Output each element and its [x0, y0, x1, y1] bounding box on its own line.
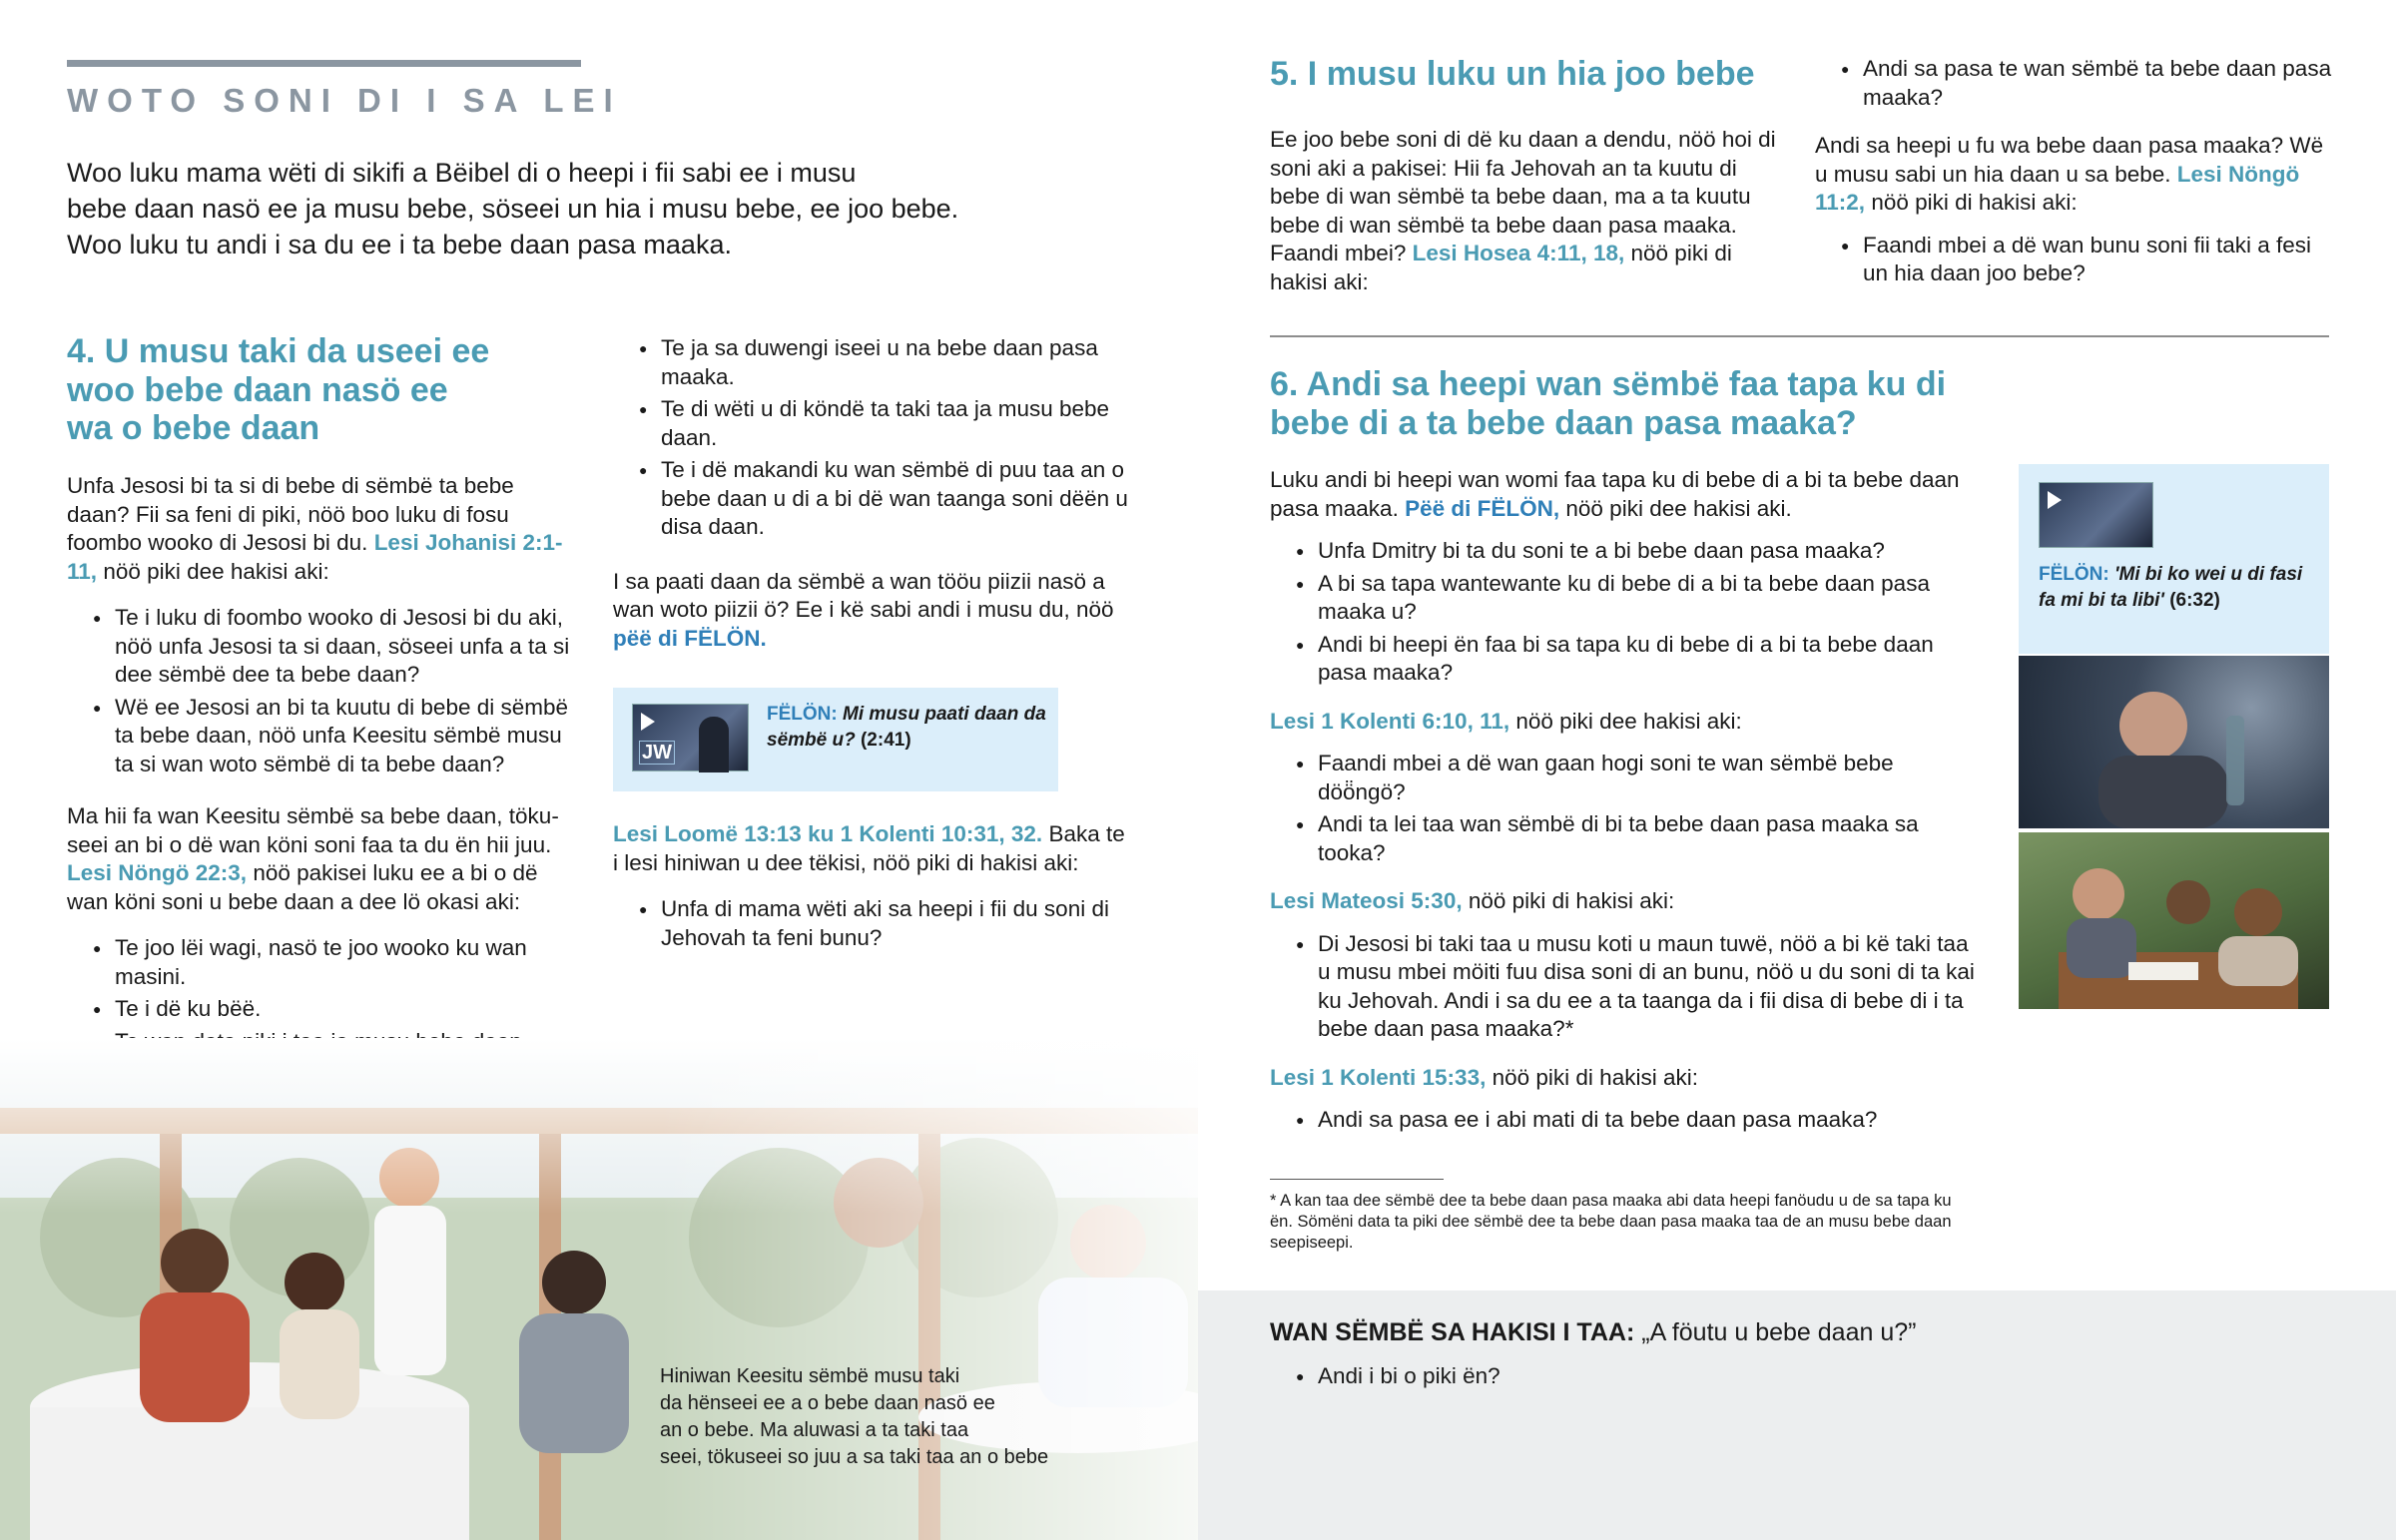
paragraph: I sa paati daan da sëmbë a wan tööu piizii nasö a wan woto piizii ö? Ee i kë sabi andi i musu du, nöö pëë di FËLÖN.: [613, 568, 1114, 651]
question-list: [67, 604, 581, 778]
section-4-column-2-bottom: [613, 820, 1132, 956]
section-label: WOTO SONI DI I SA LEI: [67, 82, 622, 119]
question-list: [1815, 55, 2334, 112]
list-item: ● Unfa di mama wëti aki sa heepi i fii du soni di Jehovah ta feni bunu?: [613, 895, 1132, 952]
section-4-column-1: [67, 472, 581, 1060]
list-item: ● Andi bi heepi ën faa bi sa tapa ku di bebe di a bi ta bebe daan pasa maaka?: [1270, 631, 1984, 688]
section-5-column-2: [1815, 55, 2334, 292]
video-box-share-wine[interactable]: [613, 688, 1058, 791]
panel-heading: [1270, 1316, 1916, 1348]
discussion-panel: [1198, 1290, 2396, 1540]
video-thumbnail[interactable]: [2039, 482, 2153, 548]
intro-line: Woo luku tu andi i sa du ee i ta bebe daan pasa maaka.: [67, 230, 732, 259]
scripture-link[interactable]: Lesi 1 Kolenti 15:33,: [1270, 1064, 1487, 1090]
scripture-link[interactable]: Lesi Mateosi 5:30,: [1270, 888, 1463, 913]
question-list: [1815, 232, 2334, 288]
list-item: ● Andi ta lei taa wan sëmbë di bi ta bebe daan pasa maaka sa tooka?: [1270, 810, 1984, 867]
intro-line: bebe daan nasö ee ja musu bebe, söseei un hia i musu bebe, ee joo bebe.: [67, 194, 959, 224]
presenter-figure: [699, 717, 729, 772]
question-list: [1270, 750, 1984, 867]
section-4-heading: 4. U musu taki da useei ee woo bebe daan nasö ee wa o bebe daan: [67, 332, 490, 447]
section-top-bar: [67, 60, 581, 67]
list-item: ● Te i dë ku bëë.: [67, 995, 581, 1024]
list-item: ● Te ja sa duwengi iseei u na bebe daan pasa maaka.: [613, 334, 1132, 391]
section-4-column-2: [613, 334, 1132, 653]
scripture-link[interactable]: Lesi Nöngö 11:2,: [1815, 161, 2300, 215]
panel-question: „A föutu u bebe daan u?”: [1641, 1318, 1917, 1346]
section-5-column-1: [1270, 126, 1779, 296]
intro-line: Woo luku mama wëti di sikifi a Bëibel di o heepi i fii sabi ee i musu: [67, 158, 857, 188]
video-box-dmitry[interactable]: [2019, 464, 2329, 654]
question-list: [1270, 1106, 1984, 1135]
scripture-link[interactable]: Lesi Johanisi 2:1-11,: [67, 530, 563, 584]
paragraph: Lesi 1 Kolenti 15:33, nöö piki di hakisi aki:: [1270, 1064, 1698, 1090]
list-item: ● Wë ee Jesosi an bi ta kuutu di bebe di sëmbë ta bebe daan, nöö unfa Keesitu sëmbë musu ta si wan woto sëmbë di ta bebe daan?: [67, 694, 581, 779]
section-divider: [1270, 335, 2329, 337]
section-5-heading: 5. I musu luku un hia joo bebe: [1270, 55, 1755, 93]
list-item: ● Andi i bi o piki ën?: [1270, 1362, 2168, 1391]
scripture-link[interactable]: Lesi Nöngö 22:3,: [67, 860, 248, 885]
list-item: ● Te joo lëi wagi, nasö te joo wooko ku wan masini.: [67, 934, 581, 991]
jw-logo: JW: [639, 741, 675, 765]
list-item: ● Di Jesosi bi taki taa u musu koti u maun tuwë, nöö a bi kë taki taa u musu mbei möiti fuu disa soni di an bunu, nöö u du soni di ta kai ku Jehovah. Andi i sa du ee a ta taanga da i fii disa di bebe di i ta bebe daan pasa maaka?*: [1270, 930, 1984, 1044]
panel-label: WAN SËMBË SA HAKISI I TAA:: [1270, 1318, 1635, 1346]
paragraph: Ma hii fa wan Keesitu sëmbë sa bebe daan, tökuseei an bi o dë wan köni soni faa ta du ën hii juu. Lesi Nöngö 22:3, nöö pakisei luku ee a bi o dë wan köni soni u bebe daan a dee lö okasi aki:: [67, 803, 559, 914]
section-6-heading: 6. Andi sa heepi wan sëmbë faa tapa ku di bebe di a ta bebe daan pasa maaka?: [1270, 365, 1947, 442]
illustration-caption: Hiniwan Keesitu sëmbë musu taki da hënseei ee a o bebe daan nasö ee an o bebe. Ma aluwasi a ta taki taa seei, tökuseei so juu a sa taki taa an o bebe: [660, 1365, 1049, 1468]
situation-list-continued: [613, 334, 1132, 542]
intro-paragraph: [67, 155, 1065, 262]
scripture-link[interactable]: Lesi Loomë 13:13 ku 1 Kolenti 10:31, 32.: [613, 821, 1043, 846]
question-list: [1270, 537, 1984, 688]
paragraph: Luku andi bi heepi wan womi faa tapa ku di bebe di a bi ta bebe daan pasa maaka. Pëë di FËLÖN, nöö piki dee hakisi aki.: [1270, 467, 1960, 521]
panel-list: [1270, 1362, 2168, 1395]
video-link[interactable]: Pëë di FËLÖN,: [1405, 495, 1560, 521]
list-item: ● Unfa Dmitry bi ta du soni te a bi bebe daan pasa maaka?: [1270, 537, 1984, 566]
photo-bible-study: [2019, 832, 2329, 1009]
scripture-link[interactable]: Lesi Hosea 4:11, 18,: [1412, 241, 1625, 265]
list-item: ● Te di wëti u di köndë ta taki taa ja musu bebe daan.: [613, 395, 1132, 452]
paragraph: Ee joo bebe soni di dë ku daan a dendu, nöö hoi di soni aki a pakisei: Hii fa Jehovah an ta kuutu di bebe di wan sëmbë ta bebe daan, ma a ta kuutu bebe di wan sëmbë ta bebe daan pasa maaka. Faandi mbei? Lesi Hosea 4:11, 18, nöö piki di hakisi aki:: [1270, 127, 1776, 294]
photo-drawing: [2019, 832, 2329, 1009]
list-item: ● Te i dë makandi ku wan sëmbë di puu taa an o bebe daan u di a bi dë wan taanga soni dëën u disa daan.: [613, 456, 1132, 542]
list-item: ● Faandi mbei a dë wan bunu soni fii taki a fesi un hia daan joo bebe?: [1815, 232, 2334, 288]
scripture-link[interactable]: Lesi 1 Kolenti 6:10, 11,: [1270, 708, 1510, 734]
paragraph: Unfa Jesosi bi ta si di bebe di sëmbë ta bebe daan? Fii sa feni di piki, nöö boo luku di fosu foombo wooko di Jesosi bi du. Lesi Johanisi 2:1-11, nöö piki dee hakisi aki:: [67, 473, 563, 584]
video-caption: FËLÖN: 'Mi bi ko wei u di fasi fa mi bi ta libi' (6:32): [2039, 564, 2303, 611]
paragraph: Lesi 1 Kolenti 6:10, 11, nöö piki dee hakisi aki:: [1270, 708, 1742, 734]
play-icon[interactable]: [2048, 491, 2062, 509]
list-item: ● Te i luku di foombo wooko di Jesosi bi du aki, nöö unfa Jesosi ta si daan, söseei unfa a ta si dee sëmbë dee ta bebe daan?: [67, 604, 581, 690]
video-thumbnail[interactable]: [632, 704, 749, 771]
video-link[interactable]: pëë di FËLÖN.: [613, 625, 767, 651]
video-caption: FËLÖN: Mi musu paati daan da sëmbë u? (2:41): [767, 704, 1046, 751]
section-6-body: [1270, 466, 1984, 1139]
list-item: ● Andi sa pasa ee i abi mati di ta bebe daan pasa maaka?: [1270, 1106, 1984, 1135]
paragraph: Lesi Mateosi 5:30, nöö piki di hakisi aki:: [1270, 888, 1675, 913]
paragraph: Lesi Loomë 13:13 ku 1 Kolenti 10:31, 32. Baka te i lesi hiniwan u dee tëkisi, nöö piki di hakisi aki:: [613, 821, 1125, 875]
list-item: ● Faandi mbei a dë wan gaan hogi soni te wan sëmbë bebe döö̈ngö?: [1270, 750, 1984, 806]
footnote-rule: [1270, 1179, 1444, 1180]
question-list: [1270, 930, 1984, 1044]
paragraph: Andi sa heepi u fu wa bebe daan pasa maaka? Wë u musu sabi un hia daan u sa bebe. Lesi Nöngö 11:2, nöö piki di hakisi aki:: [1815, 133, 2324, 215]
footnote: * A kan taa dee sëmbë dee ta bebe daan pasa maaka abi data heepi fanöudu u de sa tapa ku ën. Sömëni data ta piki dee sëmbë dee ta bebe daan pasa maaka taa de an musu bebe daan seepiseepi.: [1270, 1192, 1952, 1252]
list-item: ● Andi sa pasa te wan sëmbë ta bebe daan pasa maaka?: [1815, 55, 2334, 112]
play-icon[interactable]: [641, 713, 655, 731]
question-list: [613, 895, 1132, 952]
photo-man-troubled: [2019, 656, 2329, 828]
photo-drawing: [2019, 656, 2329, 828]
list-item: ● A bi sa tapa wantewante ku di bebe di a bi ta bebe daan pasa maaka u?: [1270, 570, 1984, 627]
